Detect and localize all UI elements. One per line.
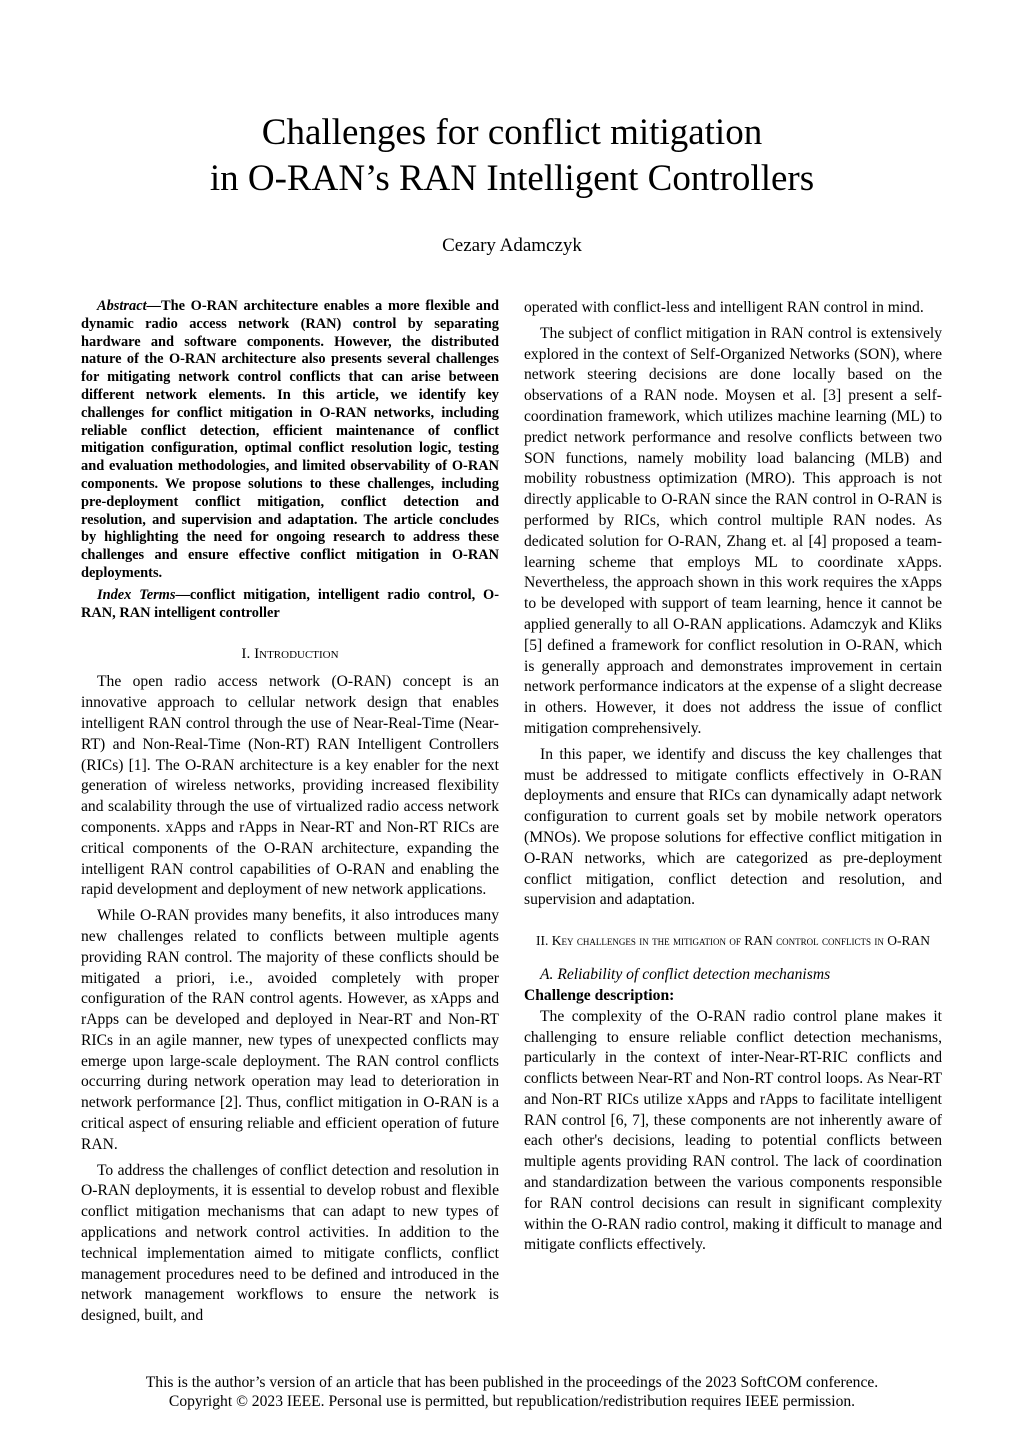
intro-paragraph-3-continuation: operated with conflict-less and intelligent RAN control in mind.	[524, 299, 924, 316]
challenge-paragraph: The complexity of the O-RAN radio control plane makes it challenging to ensure reliable conflict detection mechanisms, particularly in the context of inter-Near-RT-RIC conflicts and conflicts between Near-RT and Non-RT control loops. As Near-RT and Non-RT RICs utilize xApps and rApps to facilitate intelligent RAN control [6, 7], these components are not inherently aware of each other's decisions, leading to potential conflicts between multiple agents providing RAN control. The lack of coordination and standardization between the various components responsible for RAN control decisions can result in significant complexity within the O-RAN radio control, making it difficult to manage and mitigate conflicts effectively.	[524, 1007, 942, 1254]
index-terms	[81, 587, 499, 623]
related-work-paragraph: The subject of conflict mitigation in RAN control is extensively explored in the context of Self-Organized Networks (SON), where network steering decisions are done locally based on the observations of a RAN node. Moysen et al. [3] present a self-coordination framework, which utilizes machine learning (ML) to predict network performance and resolve conflicts between two SON functions, namely mobility load balancing (MLB) and mobility robustness optimization (MRO). This approach is not directly applicable to O-RAN since the RAN control in O-RAN is performed by RICs, which control multiple RAN nodes. As dedicated solution for O-RAN, Zhang et. al [4] proposed a team-learning scheme that employs ML to coordinate xApps. Nevertheless, the approach shown in this work requires the xApps to be developed with support of team learning, hence it cannot be applied generally to all O-RAN applications. Adamczyk and Kliks [5] defined a framework for conflict resolution in O-RAN, which is generally approach and demonstrates improvement in certain network performance indicators at the expense of a slight decrease in others. However, it does not address the issue of conflict mitigation comprehensively.	[524, 324, 942, 737]
intro-paragraph-3: To address the challenges of conflict detection and resolution in O-RAN deployments, it is essential to develop robust and flexible conflict mitigation mechanisms that can adapt to new types of applications and network control activities. In addition to the technical implementation aimed to mitigate conflicts, conflict management procedures need to be defined and introduced in the network management workflows to ensure the network is designed, built, and	[81, 1161, 499, 1325]
right-column	[524, 298, 942, 1261]
contribution-paragraph: In this paper, we identify and discuss the key challenges that must be addressed to mitigate conflicts effectively in O-RAN deployments and ensure that RICs can dynamically adapt network configuration to current goals set by mobile network operators (MNOs). We propose solutions for effective conflict mitigation in O-RAN networks, which are categorized as pre-deployment conflict mitigation, conflict detection and resolution, and supervision and adaptation.	[524, 745, 942, 909]
copyright-footer	[0, 1373, 1024, 1411]
intro-paragraph-1: The open radio access network (O-RAN) concept is an innovative approach to cellular network design that enables intelligent RAN control through the use of Near-Real-Time (Near-RT) and Non-Real-Time (Non-RT) RAN Intelligent Controllers (RICs) [1]. The O-RAN architecture is a key enabler for the next generation of wireless networks, providing increased flexibility and scalability through the use of virtualized radio access network components. xApps and rApps in Near-RT and Non-RT RICs are critical components of the O-RAN architecture, expanding the intelligent RAN control capabilities of O-RAN and enabling the rapid development and deployment of new network applications.	[81, 673, 499, 899]
abstract-text: The O-RAN architecture enables a more flexible and dynamic radio access network (RAN) control by separating hardware and software components. However, the distributed nature of the O-RAN architecture also presents several challenges for mitigating network control conflicts that can arise between different network elements. In this article, we identify key challenges for conflict mitigation in O-RAN networks, including reliable conflict detection, efficient maintenance of conflict mitigation configuration, optimal conflict resolution logic, testing and evaluation methodologies, and limited observability of O-RAN components. We propose solutions to these challenges, including pre-deployment conflict mitigation, conflict detection and resolution, and supervision and adaptation. The article concludes by highlighting the need for ongoing research to address these challenges and ensure effective conflict mitigation in O-RAN deployments.	[81, 298, 499, 581]
left-column	[81, 298, 499, 1332]
index-terms-label: Index Terms	[97, 586, 176, 603]
intro-paragraph-2: While O-RAN provides many benefits, it also introduces many new challenges related to conflicts between multiple agents providing RAN control. The majority of these conflicts should be mitigated a priori, i.e., avoided completely with proper configuration of the RAN control agents. However, as xApps and rApps can be developed and deployed in Near-RT and Non-RT RICs in an agile manner, new types of unexpected conflicts may emerge upon large-scale deployment. The RAN control conflicts occurring during network operation may lead to deterioration in network performance [2]. Thus, conflict mitigation in O-RAN is a critical aspect of ensuring reliable and efficient operation of future RAN.	[81, 907, 499, 1153]
paper-title	[0, 110, 1024, 202]
title-line-2: in O-RAN’s RAN Intelligent Controllers	[209, 158, 815, 199]
challenge-description-label: Challenge description:	[524, 986, 675, 1004]
section-heading-introduction: I. Introduction	[241, 645, 339, 663]
section-heading-key-challenges: II. Key challenges in the mitigation of RAN control conflicts in O-RAN	[536, 933, 930, 949]
subsection-heading-a: A. Reliability of conflict detection mechanisms	[540, 966, 831, 984]
footer-line-2: Copyright © 2023 IEEE. Personal use is permitted, but republication/redistribution requires IEEE permission.	[168, 1393, 856, 1410]
footer-line-1: This is the author’s version of an article that has been published in the proceedings of the 2023 SoftCOM conference.	[145, 1374, 879, 1391]
abstract-label: Abstract—	[97, 298, 161, 314]
abstract	[81, 298, 499, 583]
title-line-1: Challenges for conflict mitigation	[261, 112, 763, 153]
index-terms-text: —conflict mitigation, intelligent radio control, O-RAN, RAN intelligent controller	[81, 586, 499, 621]
author-name: Cezary Adamczyk	[442, 235, 582, 256]
